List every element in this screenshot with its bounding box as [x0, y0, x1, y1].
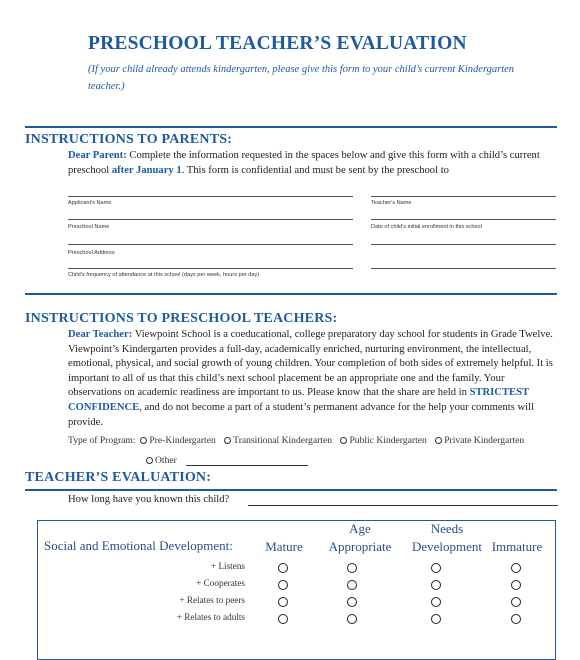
- parents-bold-date: after January 1: [111, 164, 182, 176]
- radio-peers-needs-development[interactable]: [431, 597, 441, 607]
- preschool-name-line[interactable]: [68, 219, 353, 220]
- program-type-row: [68, 435, 530, 446]
- known-answer-line[interactable]: [248, 505, 558, 506]
- radio-listens-age-appropriate[interactable]: [347, 563, 357, 573]
- radio-listens-needs-development[interactable]: [431, 563, 441, 573]
- radio-peers-mature[interactable]: [278, 597, 288, 607]
- col-appropriate: Appropriate: [328, 539, 392, 554]
- program-option-pre-k[interactable]: Pre-Kindergarten: [140, 435, 215, 446]
- applicant-name-label: Applicant’s Name: [68, 200, 112, 206]
- radio-adults-needs-development[interactable]: [431, 614, 441, 624]
- teachers-text-2: , and do not become a part of a student’s permanent advance for the help your comments will provide.: [68, 401, 535, 428]
- enrollment-date-line[interactable]: [371, 219, 556, 220]
- col-needs-top: Needs: [430, 521, 464, 536]
- radio-cooperates-immature[interactable]: [511, 580, 521, 590]
- teacher-name-label: Teacher’s Name: [371, 200, 412, 206]
- item-cooperates: + Cooperates: [196, 578, 245, 588]
- enrollment-date-label: Date of child’s initial enrollment in this school: [371, 224, 482, 230]
- teacher-name-line[interactable]: [371, 196, 556, 197]
- col-immature: Immature: [491, 539, 543, 554]
- header-divider: [25, 126, 557, 128]
- program-option-public[interactable]: Public Kindergarten: [340, 435, 426, 446]
- form-title: PRESCHOOL TEACHER’S EVALUATION: [88, 33, 467, 54]
- radio-adults-age-appropriate[interactable]: [347, 614, 357, 624]
- known-question: How long have you known this child?: [68, 494, 230, 505]
- radio-peers-age-appropriate[interactable]: [347, 597, 357, 607]
- parents-instructions: [68, 149, 558, 178]
- evaluation-table: [37, 520, 556, 660]
- category-heading: Social and Emotional Development:: [44, 538, 233, 553]
- program-other-line[interactable]: [186, 465, 308, 466]
- radio-transitional[interactable]: [224, 437, 231, 444]
- parents-text-2: . This form is confidential and must be sent by the preschool to: [181, 164, 449, 176]
- teachers-instructions: [68, 328, 560, 430]
- address-line-3[interactable]: [68, 268, 353, 269]
- radio-listens-immature[interactable]: [511, 563, 521, 573]
- program-other-row: [146, 455, 177, 466]
- radio-adults-immature[interactable]: [511, 614, 521, 624]
- program-type-label: Type of Program:: [68, 435, 136, 446]
- evaluation-divider: [25, 489, 557, 491]
- radio-pre-k[interactable]: [140, 437, 147, 444]
- radio-peers-immature[interactable]: [511, 597, 521, 607]
- parents-heading: INSTRUCTIONS TO PARENTS:: [25, 132, 233, 147]
- program-other-label: Other: [155, 455, 177, 466]
- parents-divider: [25, 293, 557, 295]
- radio-public[interactable]: [340, 437, 347, 444]
- preschool-address-line-2[interactable]: [371, 244, 556, 245]
- parents-text-1: Complete the information requested in the spaces below and give this form with a child’s current preschool: [68, 150, 540, 176]
- attendance-frequency-label: Child’s frequency of attendance at this school (days per week, hours per day): [68, 272, 260, 278]
- program-option-transitional[interactable]: Transitional Kindergarten: [224, 435, 332, 446]
- item-relates-adults: + Relates to adults: [176, 612, 245, 622]
- item-listens: + Listens: [210, 561, 245, 571]
- teachers-text-1: Viewpoint School is a coeducational, college preparatory day school for students in Grade Twelve. Viewpoint’s Kindergarten provides a full-day, academically enriched, nurturing environment, the intellectual, emotional, physical, and social growth of young children. Your completion of both sides of extremely helpful. It is important to all of us that this child’s next school placement be an appropriate one and the family. Your observations on academic readiness are important to us. Please know that the share are held in: [68, 329, 553, 399]
- preschool-address-label: Preschool Address: [68, 250, 115, 256]
- radio-other[interactable]: [146, 457, 153, 464]
- col-age-top: Age: [349, 521, 371, 536]
- col-mature: Mature: [265, 539, 303, 554]
- preschool-name-label: Preschool Name: [68, 224, 110, 230]
- teachers-bold-confidence: STRICTEST CONFIDENCE: [68, 387, 529, 413]
- col-development: Development: [411, 539, 483, 554]
- form-subtitle: (If your child already attends kindergarten, please give this form to your child’s current Kindergarten teacher.): [88, 64, 515, 92]
- teachers-heading: INSTRUCTIONS TO PRESCHOOL TEACHERS:: [25, 311, 338, 326]
- radio-cooperates-needs-development[interactable]: [431, 580, 441, 590]
- item-relates-peers: + Relates to peers: [179, 595, 245, 605]
- radio-private[interactable]: [435, 437, 442, 444]
- radio-cooperates-mature[interactable]: [278, 580, 288, 590]
- radio-cooperates-age-appropriate[interactable]: [347, 580, 357, 590]
- evaluation-heading: TEACHER’S EVALUATION:: [25, 470, 212, 485]
- radio-listens-mature[interactable]: [278, 563, 288, 573]
- parents-salutation: Dear Parent:: [68, 150, 127, 161]
- address-line-4[interactable]: [371, 268, 556, 269]
- applicant-name-line[interactable]: [68, 196, 353, 197]
- teachers-salutation: Dear Teacher:: [68, 329, 133, 340]
- program-option-private[interactable]: Private Kindergarten: [435, 435, 524, 446]
- preschool-address-line[interactable]: [68, 244, 353, 245]
- radio-adults-mature[interactable]: [278, 614, 288, 624]
